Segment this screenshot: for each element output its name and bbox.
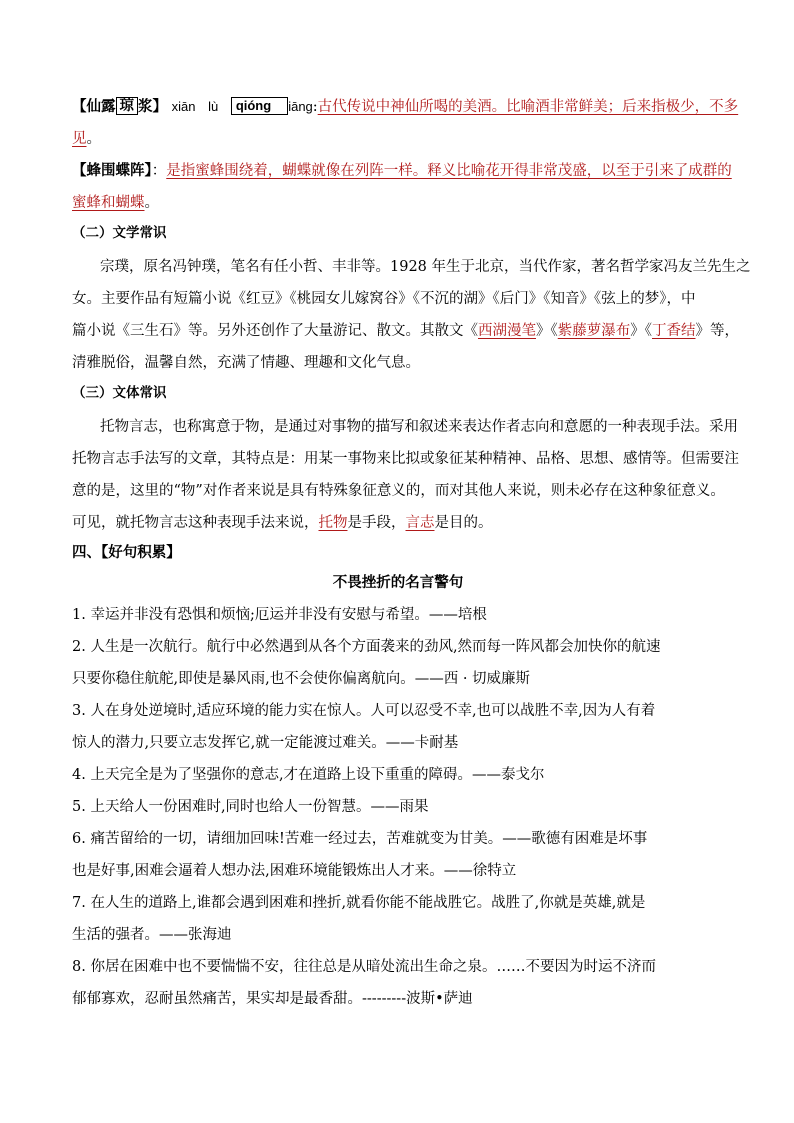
- idiom-term: 【蜂围蝶阵】: [72, 162, 152, 179]
- work-title: 西湖漫笔: [478, 323, 536, 339]
- quotes-title: 不畏挫折的名言警句: [332, 574, 464, 591]
- quote-item: 3. 人在身处逆境时,适应环境的能力实在惊人。人可以忍受不幸,也可以战胜不幸,因为人有着: [72, 703, 656, 719]
- paragraph-line: 篇小说《三生石》等。另外还创作了大量游记、散文。其散文《西湖漫笔》《紫藤萝瀑布》《丁香结》等，: [72, 323, 739, 339]
- pinyin-answer-box: qióng: [231, 97, 288, 115]
- quote-item: 6. 痛苦留给的一切，请细加回味!苦难一经过去，苦难就变为甘美。——歌德有困难是坏事: [72, 831, 648, 847]
- section-heading-literature: （二）文学常识: [72, 225, 167, 241]
- paragraph-line: 宗璞，原名冯钟璞，笔名有任小哲、丰非等。1928 年生于北京，当代作家，著名哲学家冯友兰先生之: [100, 259, 751, 275]
- work-title: 丁香结: [652, 323, 696, 339]
- idiom-definition-continued: 蜜蜂和蝴蝶。: [72, 195, 159, 211]
- pinyin-syllable: xiān: [171, 99, 196, 114]
- paragraph-line: 清雅脱俗，温馨自然，充满了情趣、理趣和文化气息。: [72, 355, 420, 371]
- idiom-definition-continued: 见。: [72, 131, 101, 147]
- idiom-definition: 古代传说中神仙所喝的美酒。比喻酒非常鲜美；后来指极少，不多: [317, 99, 739, 115]
- paragraph-line: 托物言志手法写的文章，其特点是：用某一事物来比拟或象征某种精神、品格、思想、感情等。但需要注: [72, 451, 739, 467]
- idiom-term: 【仙露 琼 浆】: [72, 97, 167, 115]
- page-content: [72, 96, 751, 1007]
- paragraph-line: 可见，就托物言志这种表现手法来说，托物是手段，言志是目的。: [72, 515, 493, 531]
- key-term: 托物: [318, 515, 348, 531]
- pinyin-syllable: lù: [208, 99, 219, 114]
- idiom-entry-fengwei: 【蜂围蝶阵】：是指蜜蜂围绕着，蝴蝶就像在列阵一样。释义比喻花开得非常茂盛，以至于引来了成群的: [72, 162, 732, 179]
- idiom-entry-xianlu: 【仙露 琼 浆】 xiān lù qióng iāng:古代传说中神仙所喝的美酒。比喻酒非常鲜美；后来指极少，不多: [72, 97, 739, 115]
- section-heading-quotes: 四、【好句积累】: [72, 544, 181, 561]
- section-heading-genre: （三）文体常识: [72, 385, 167, 401]
- quote-item: 8. 你居在困难中也不要惴惴不安，往往总是从暗处流出生命之泉。……不要因为时运不济而: [72, 959, 656, 975]
- work-title: 紫藤萝瀑布: [557, 323, 631, 339]
- idiom-definition: 是指蜜蜂围绕着，蝴蝶就像在列阵一样。释义比喻花开得非常茂盛，以至于引来了成群的: [166, 163, 732, 179]
- quote-item-continued: 惊人的潜力,只要立志发挥它,就一定能渡过难关。——卡耐基: [72, 735, 459, 751]
- quote-item: 2. 人生是一次航行。航行中必然遇到从各个方面袭来的劲风,然而每一阵风都会加快你的航速: [72, 639, 661, 655]
- paragraph-line: 托物言志，也称寓意于物，是通过对事物的描写和叙述来表达作者志向和意愿的一种表现手法。采用: [100, 419, 738, 435]
- paragraph-line: 意的是，这里的“物”对作者来说是具有特殊象征意义的，而对其他人来说，则未必存在这种象征意义。: [72, 483, 725, 499]
- quote-item-continued: 郁郁寡欢，忍耐虽然痛苦，果实却是最香甜。---------波斯•萨迪: [72, 991, 473, 1007]
- quote-item: 5. 上天给人一份困难时,同时也给人一份智慧。——雨果: [72, 799, 429, 815]
- pinyin-syllable: iāng: [288, 99, 313, 114]
- quote-item-continued: 也是好事,困难会逼着人想办法,困难环境能锻炼出人才来。——徐特立: [72, 863, 517, 879]
- boxed-character: 琼: [116, 97, 139, 115]
- quote-item-continued: 只要你稳住航舵,即使是暴风雨,也不会使你偏离航向。——西 · 切威廉斯: [72, 671, 531, 687]
- paragraph-line: 女。主要作品有短篇小说《红豆》《桃园女儿嫁窝谷》《不沉的湖》《后门》《知音》《弦上的梦》，中: [72, 291, 696, 307]
- key-term: 言志: [405, 515, 435, 531]
- quote-item-continued: 生活的强者。——张海迪: [72, 927, 232, 943]
- quote-item: 7. 在人生的道路上,谁都会遇到困难和挫折,就看你能不能战胜它。战胜了,你就是英雄,就是: [72, 895, 646, 911]
- quote-item: 1. 幸运并非没有恐惧和烦恼;厄运并非没有安慰与希望。——培根: [72, 607, 487, 623]
- quote-item: 4. 上天完全是为了坚强你的意志,才在道路上设下重重的障碍。——泰戈尔: [72, 767, 545, 783]
